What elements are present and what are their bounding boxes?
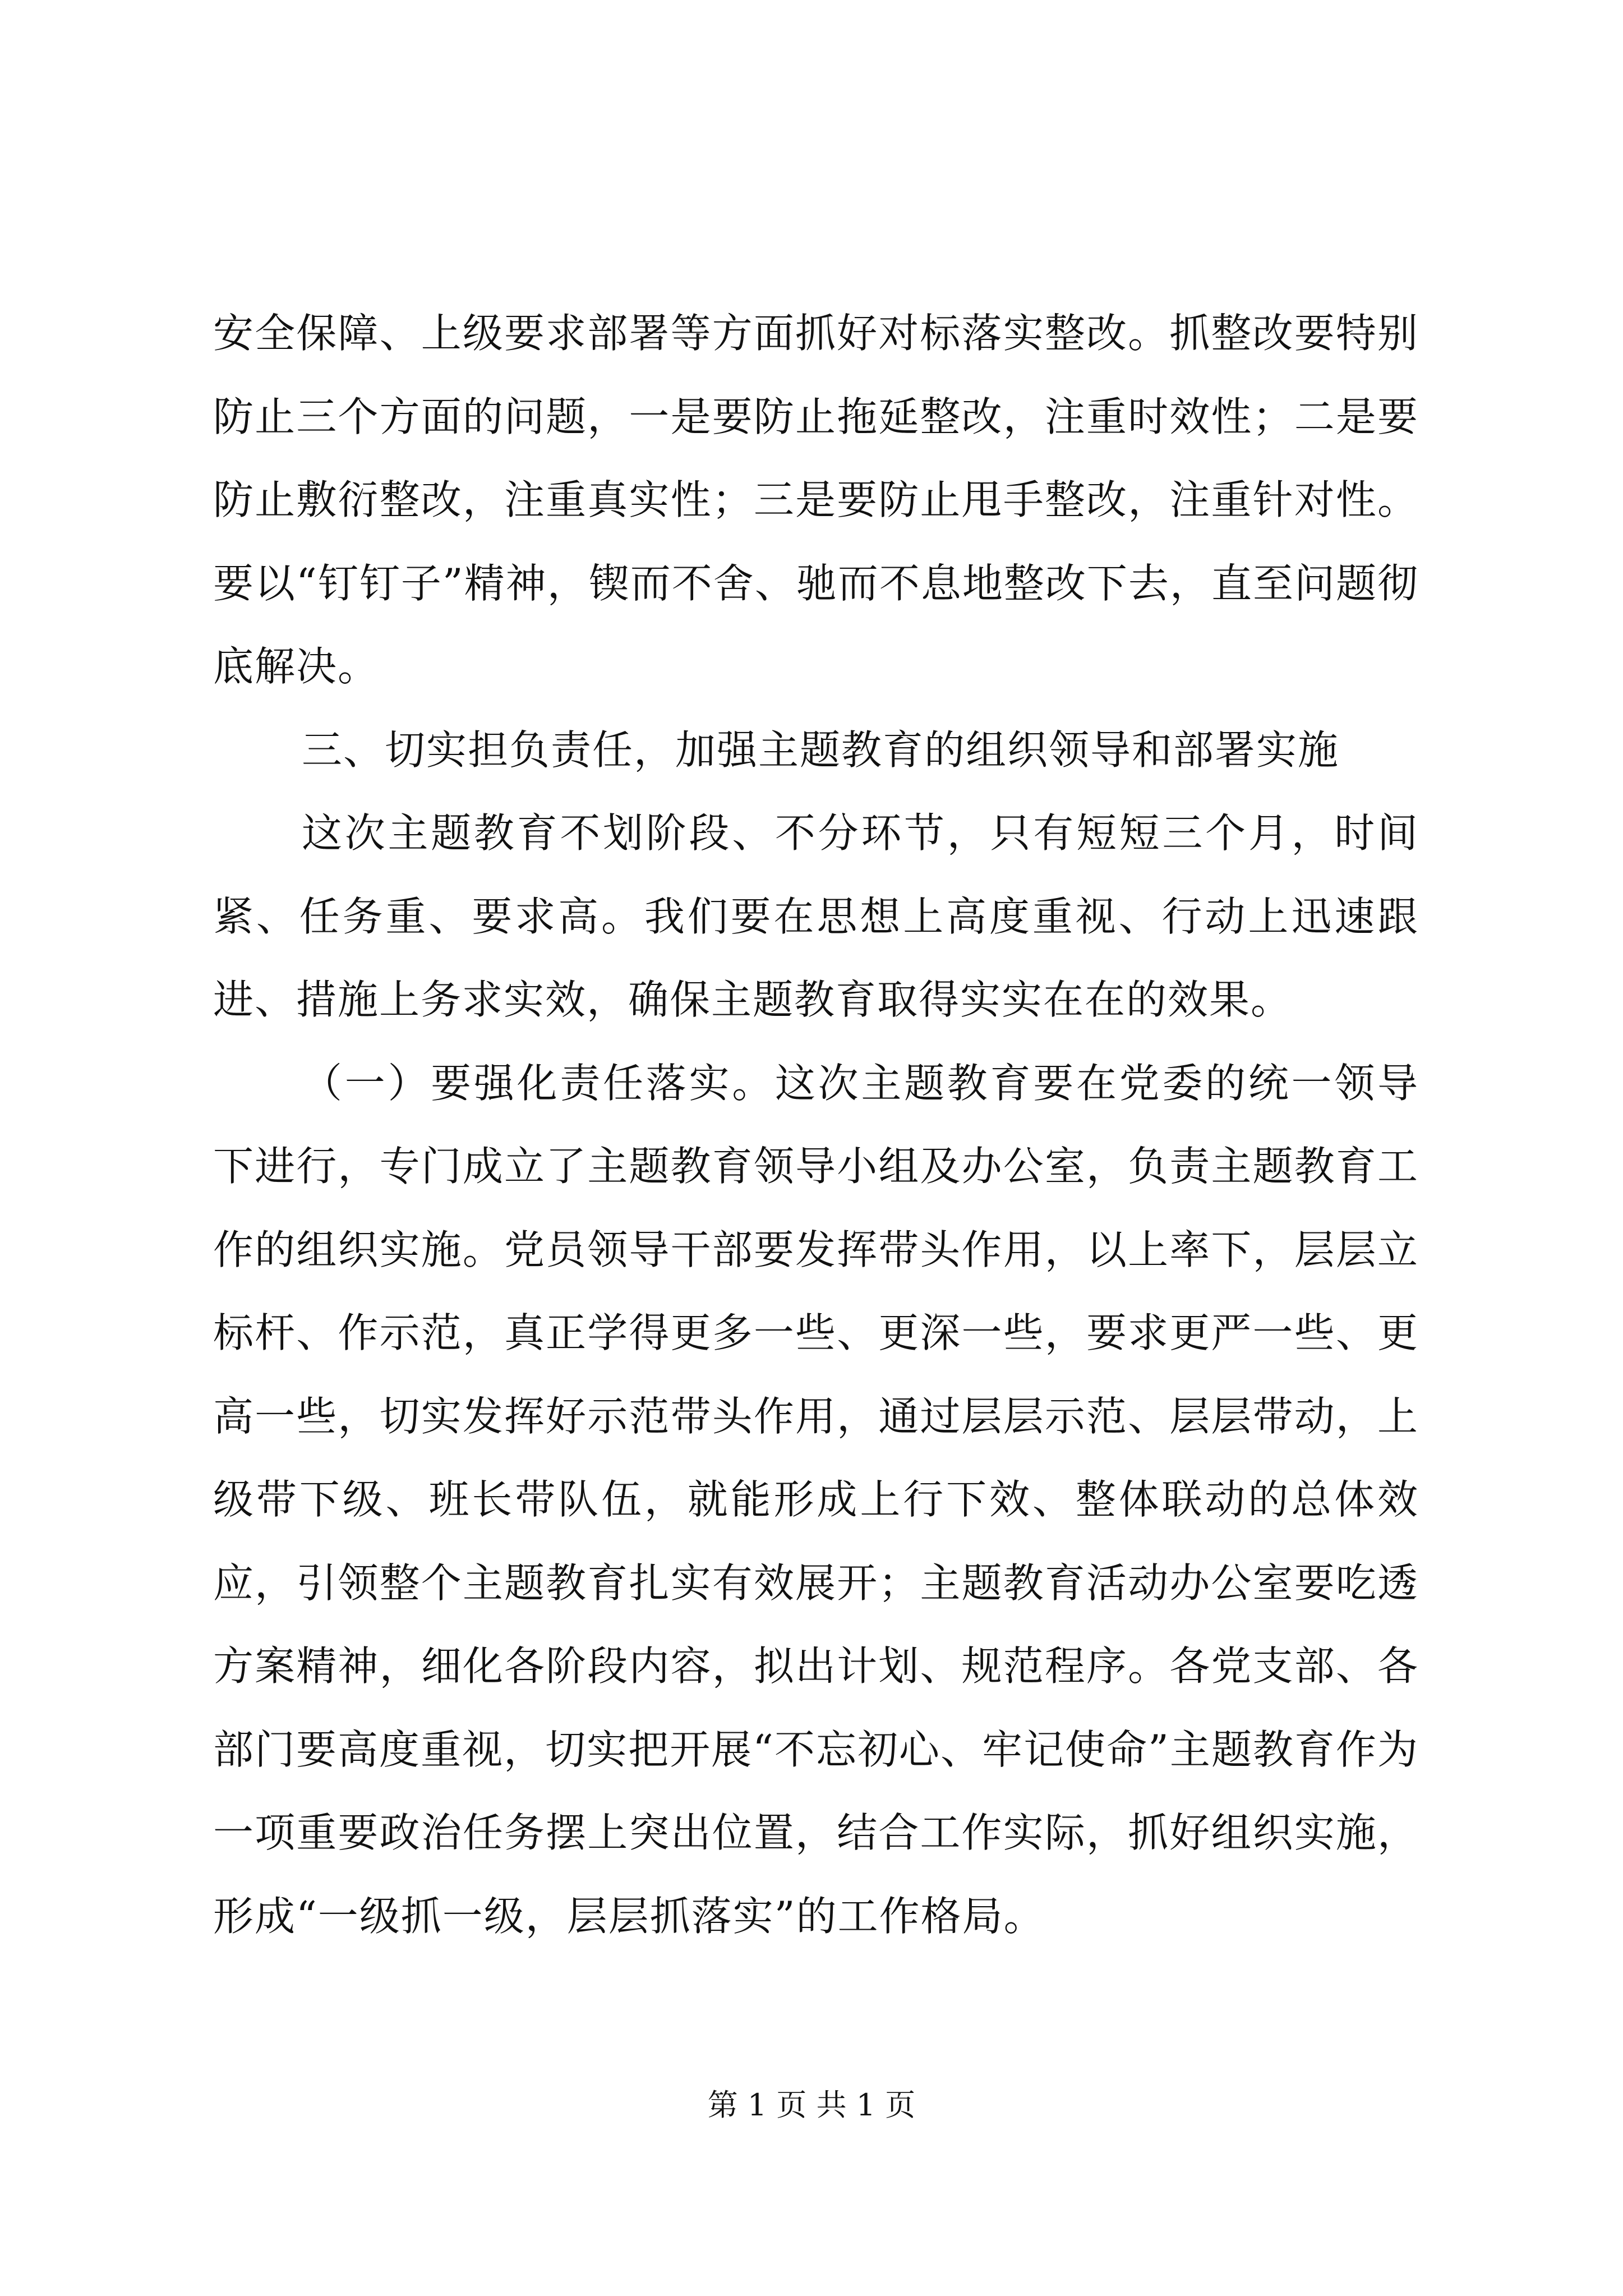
section-heading: 三、切实担负责任，加强主题教育的组织领导和部署实施: [302, 726, 1340, 774]
paragraph-intro: 这次主题教育不划阶段、不分环节，只有短短三个月，时间紧、任务重、要求高。我们要在思想上高度重视、行动上迅速跟进、措施上务求实效，确保主题教育取得实实在在的效果。: [213, 809, 1419, 1023]
page-footer: 第 1 页 共 1 页: [707, 2087, 916, 2123]
paragraph-responsibility: （一）要强化责任落实。这次主题教育要在党委的统一领导下进行，专门成立了主题教育领导小组及办公室，负责主题教育工作的组织实施。党员领导干部要发挥带头作用，以上率下，层层立标杆、作示范，真正学得更多一些、更深一些，要求更严一些、更高一些，切实发挥好示范带头作用，通过层层示范、层层带动，上级带下级、班长带队伍，就能形成上行下效、整体联动的总体效应，引领整个主题教育扎实有效展开；主题教育活动办公室要吃透方案精神，细化各阶段内容，拟出计划、规范程序。各党支部、各部门要高度重视，切实把开展“不忘初心、牢记使命”主题教育作为一项重要政治任务摆上突出位置，结合工作实际，抓好组织实施，形成“一级抓一级，层层抓落实”的工作格局。: [213, 1059, 1419, 1940]
document-body: [213, 292, 1419, 1958]
paragraph-continuation: 安全保障、上级要求部署等方面抓好对标落实整改。抓整改要特别防止三个方面的问题，一是要防止拖延整改，注重时效性；二是要防止敷衍整改，注重真实性；三是要防止甩手整改，注重针对性。要以“钉钉子”精神，锲而不舍、驰而不息地整改下去，直至问题彻底解决。: [213, 310, 1419, 690]
